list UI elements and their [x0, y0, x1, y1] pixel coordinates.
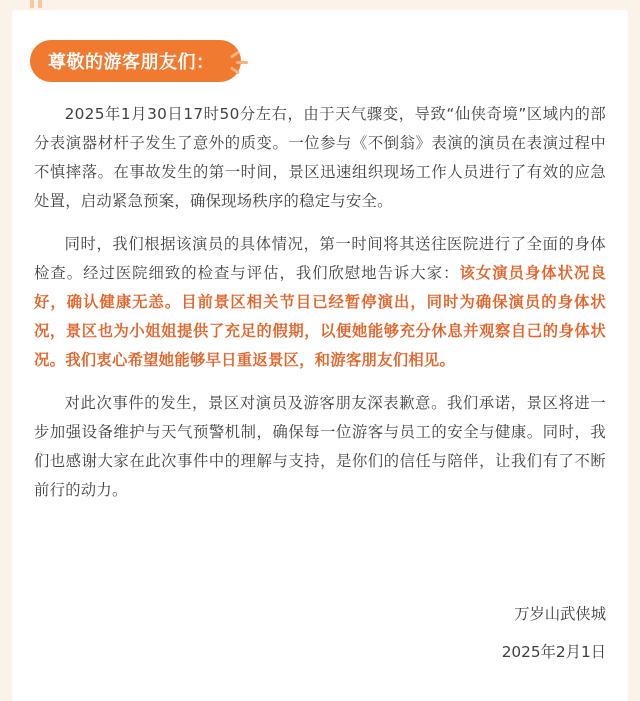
notice-title: 尊敬的游客朋友们：: [48, 52, 215, 73]
notice-body: [34, 100, 606, 519]
sparkle-decoration-icon: [216, 47, 252, 79]
paragraph-1: [34, 100, 606, 216]
signature-block: [502, 599, 606, 675]
paragraph-2: [34, 230, 606, 375]
paragraph-3: [34, 389, 606, 505]
top-decoration: [30, 0, 50, 8]
title-banner: [30, 40, 241, 82]
signature-organization: 万岁山武侠城: [514, 605, 606, 623]
deco-bar: [30, 0, 34, 8]
paragraph-text: 2025年1月30日17时50分左右，由于天气骤变，导致“仙侠奇境”区域内的部分表演器材杆子发生了意外的质变。一位参与《不倒翁》表演的演员在表演过程中不慎摔落。在事故发生的第一时间，景区迅速组织现场工作人员进行了有效的应急处置，启动紧急预案，确保现场秩序的稳定与安全。: [34, 105, 606, 210]
paragraph-text: 同时，我们根据该演员的具体情况，第一时间将其送往医院进行了全面的身体检查。经过医院细致的检查与评估，我们欣慰地告诉大家：: [34, 235, 606, 282]
signature-date: 2025年2月1日: [501, 643, 606, 661]
highlighted-statement: 该女演员身体状况良好，确认健康无恙。目前景区相关节目已经暂停演出，同时为确保演员的身体状况，景区也为小姐姐提供了充足的假期，以便她能够充分休息并观察自己的身体状况。我们衷心希望她能够早日重返景区，和游客朋友们相见。: [34, 264, 606, 369]
paragraph-text: 对此次事件的发生，景区对演员及游客朋友深表歉意。我们承诺，景区将进一步加强设备维护与天气预警机制，确保每一位游客与员工的安全与健康。同时，我们也感谢大家在此次事件中的理解与支持，是你们的信任与陪伴，让我们有了不断前行的动力。: [34, 394, 606, 499]
deco-bar: [38, 0, 42, 8]
